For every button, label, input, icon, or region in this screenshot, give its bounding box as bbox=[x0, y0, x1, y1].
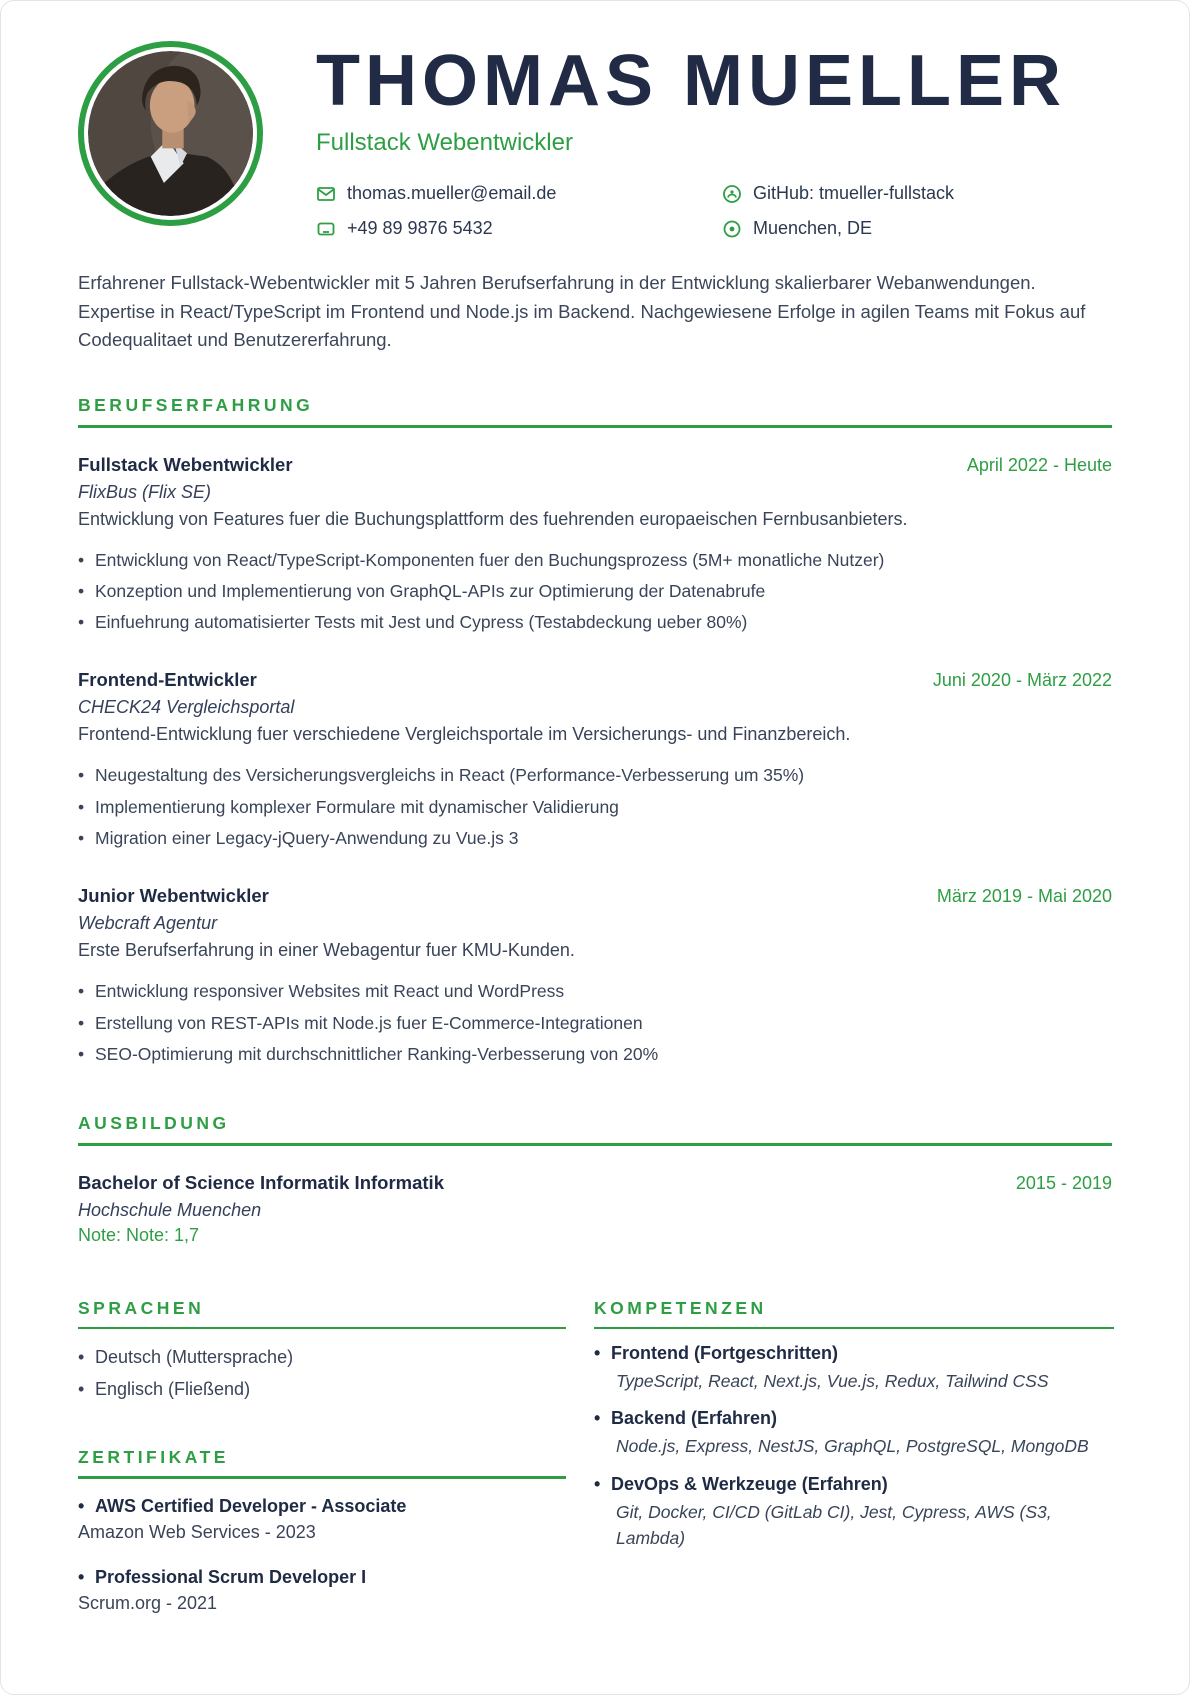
right-column bbox=[594, 1298, 1114, 1614]
skills-heading: KOMPETENZEN bbox=[594, 1297, 767, 1318]
github-icon bbox=[722, 184, 742, 204]
job-bullet: • Neugestaltung des Versicherungsvergleichs in React (Performance-Verbesserung um 35%) bbox=[78, 762, 1112, 788]
job-head bbox=[78, 454, 1112, 476]
certificates-heading: ZERTIFIKATE bbox=[78, 1447, 229, 1468]
job-head bbox=[78, 669, 1112, 691]
header-text bbox=[316, 41, 1112, 239]
profile-photo bbox=[78, 41, 263, 226]
job-title: Fullstack Webentwickler bbox=[78, 453, 293, 475]
header bbox=[78, 41, 1112, 239]
education-head bbox=[78, 1172, 1112, 1194]
certificate-title: • Professional Scrum Developer I bbox=[78, 1567, 566, 1588]
skill-label: • Frontend (Fortgeschritten) bbox=[594, 1343, 1114, 1364]
contact-phone-text: +49 89 9876 5432 bbox=[347, 218, 493, 238]
job-entry bbox=[78, 454, 1112, 636]
job-bullet: • Migration einer Legacy-jQuery-Anwendung zu Vue.js 3 bbox=[78, 825, 1112, 851]
contact-phone bbox=[316, 218, 722, 239]
job-description: Frontend-Entwicklung fuer verschiedene Vergleichsportale im Versicherungs- und Finanzbereich. bbox=[78, 724, 851, 745]
certificate-entry bbox=[78, 1496, 566, 1543]
job-head bbox=[78, 885, 1112, 907]
phone-icon bbox=[316, 219, 336, 239]
skill-detail: Git, Docker, CI/CD (GitLab CI), Jest, Cypress, AWS (S3, Lambda) bbox=[616, 1501, 1052, 1548]
language-item: • Englisch (Fließend) bbox=[78, 1376, 566, 1403]
contact-email-text: thomas.mueller@email.de bbox=[347, 183, 557, 203]
job-title: Junior Webentwickler bbox=[78, 885, 269, 907]
section-education bbox=[78, 1113, 1112, 1246]
job-bullet: • Entwicklung von React/TypeScript-Komponenten fuer den Buchungsprozess (5M+ monatliche Nutzer) bbox=[78, 547, 1112, 573]
location-icon bbox=[722, 219, 742, 239]
contact-location bbox=[722, 218, 1112, 239]
profile-summary: Erfahrener Fullstack-Webentwickler mit 5 Jahren Berufserfahrung in der Entwicklung skalierbarer Webanwendungen. Expertise in React/TypeScript im Frontend und Node.js im Backend. Nachgewiesene Erfolge in agilen Teams mit Fokus auf Codequalitaet und Benutzererfahrung. bbox=[78, 272, 1086, 351]
skill-entry bbox=[594, 1474, 1114, 1552]
job-bullet: • SEO-Optimierung mit durchschnittlicher Ranking-Verbesserung von 20% bbox=[78, 1041, 1112, 1067]
section-divider bbox=[78, 1327, 566, 1330]
degree-title: Bachelor of Science Informatik Informatik bbox=[78, 1171, 444, 1193]
skill-label: • Backend (Erfahren) bbox=[594, 1408, 1114, 1429]
certificate-issuer: Amazon Web Services - 2023 bbox=[78, 1521, 316, 1542]
skill-entry bbox=[594, 1408, 1114, 1459]
job-entry bbox=[78, 885, 1112, 1067]
section-divider bbox=[78, 1143, 1112, 1146]
job-description: Entwicklung von Features fuer die Buchungsplattform des fuehrenden europaeischen Fernbusanbieters. bbox=[78, 508, 908, 529]
skill-entry bbox=[594, 1343, 1114, 1394]
person-title: Fullstack Webentwickler bbox=[316, 129, 573, 156]
mail-icon bbox=[316, 184, 336, 204]
skill-detail: Node.js, Express, NestJS, GraphQL, PostgreSQL, MongoDB bbox=[616, 1436, 1089, 1457]
person-name: THOMAS MUELLER bbox=[316, 41, 1066, 121]
skill-detail: TypeScript, React, Next.js, Vue.js, Redux, Tailwind CSS bbox=[616, 1371, 1049, 1392]
job-company: Webcraft Agentur bbox=[78, 913, 218, 934]
job-bullet: • Einfuehrung automatisierter Tests mit Jest und Cypress (Testabdeckung ueber 80%) bbox=[78, 609, 1112, 635]
section-experience bbox=[78, 395, 1112, 1067]
certificate-entry bbox=[78, 1567, 566, 1614]
contact-github-text: GitHub: tmueller-fullstack bbox=[753, 183, 955, 203]
section-divider bbox=[78, 1476, 566, 1479]
job-description: Erste Berufserfahrung in einer Webagentur fuer KMU-Kunden. bbox=[78, 940, 575, 961]
bottom-columns bbox=[78, 1298, 1112, 1614]
skill-label: • DevOps & Werkzeuge (Erfahren) bbox=[594, 1474, 1114, 1495]
job-dates: März 2019 - Mai 2020 bbox=[936, 886, 1112, 907]
language-list bbox=[78, 1344, 566, 1403]
job-bullet: • Entwicklung responsiver Websites mit React und WordPress bbox=[78, 978, 1112, 1004]
job-entry bbox=[78, 669, 1112, 851]
education-dates: 2015 - 2019 bbox=[1015, 1172, 1112, 1193]
job-company: FlixBus (Flix SE) bbox=[78, 481, 212, 502]
contact-list bbox=[316, 183, 1112, 239]
grade-note: Note: Note: 1,7 bbox=[78, 1224, 200, 1245]
job-bullet: • Erstellung von REST-APIs mit Node.js fuer E-Commerce-Integrationen bbox=[78, 1010, 1112, 1036]
language-item: • Deutsch (Muttersprache) bbox=[78, 1344, 566, 1371]
job-bullet: • Konzeption und Implementierung von GraphQL-APIs zur Optimierung der Datenabrufe bbox=[78, 578, 1112, 604]
section-languages bbox=[78, 1298, 566, 1404]
left-column bbox=[78, 1298, 566, 1614]
job-bullet-list bbox=[78, 978, 1112, 1067]
job-company: CHECK24 Vergleichsportal bbox=[78, 697, 295, 718]
job-title: Frontend-Entwickler bbox=[78, 669, 257, 691]
section-skills bbox=[594, 1298, 1114, 1552]
education-heading: AUSBILDUNG bbox=[78, 1113, 230, 1134]
languages-heading: SPRACHEN bbox=[78, 1297, 205, 1318]
contact-email bbox=[316, 183, 722, 204]
contact-github bbox=[722, 183, 1112, 204]
portrait-image bbox=[88, 51, 253, 216]
section-divider bbox=[594, 1327, 1114, 1330]
school-name: Hochschule Muenchen bbox=[78, 1199, 262, 1220]
certificate-issuer: Scrum.org - 2021 bbox=[78, 1592, 218, 1613]
job-dates: April 2022 - Heute bbox=[966, 454, 1112, 475]
section-divider bbox=[78, 425, 1112, 428]
experience-heading: BERUFSERFAHRUNG bbox=[78, 395, 314, 416]
job-bullet-list bbox=[78, 547, 1112, 636]
job-bullet: • Implementierung komplexer Formulare mit dynamischer Validierung bbox=[78, 794, 1112, 820]
certificate-title: • AWS Certified Developer - Associate bbox=[78, 1496, 566, 1517]
job-bullet-list bbox=[78, 762, 1112, 851]
job-dates: Juni 2020 - März 2022 bbox=[932, 670, 1112, 691]
contact-location-text: Muenchen, DE bbox=[753, 218, 873, 238]
section-certificates bbox=[78, 1447, 566, 1614]
education-entry bbox=[78, 1172, 1112, 1246]
